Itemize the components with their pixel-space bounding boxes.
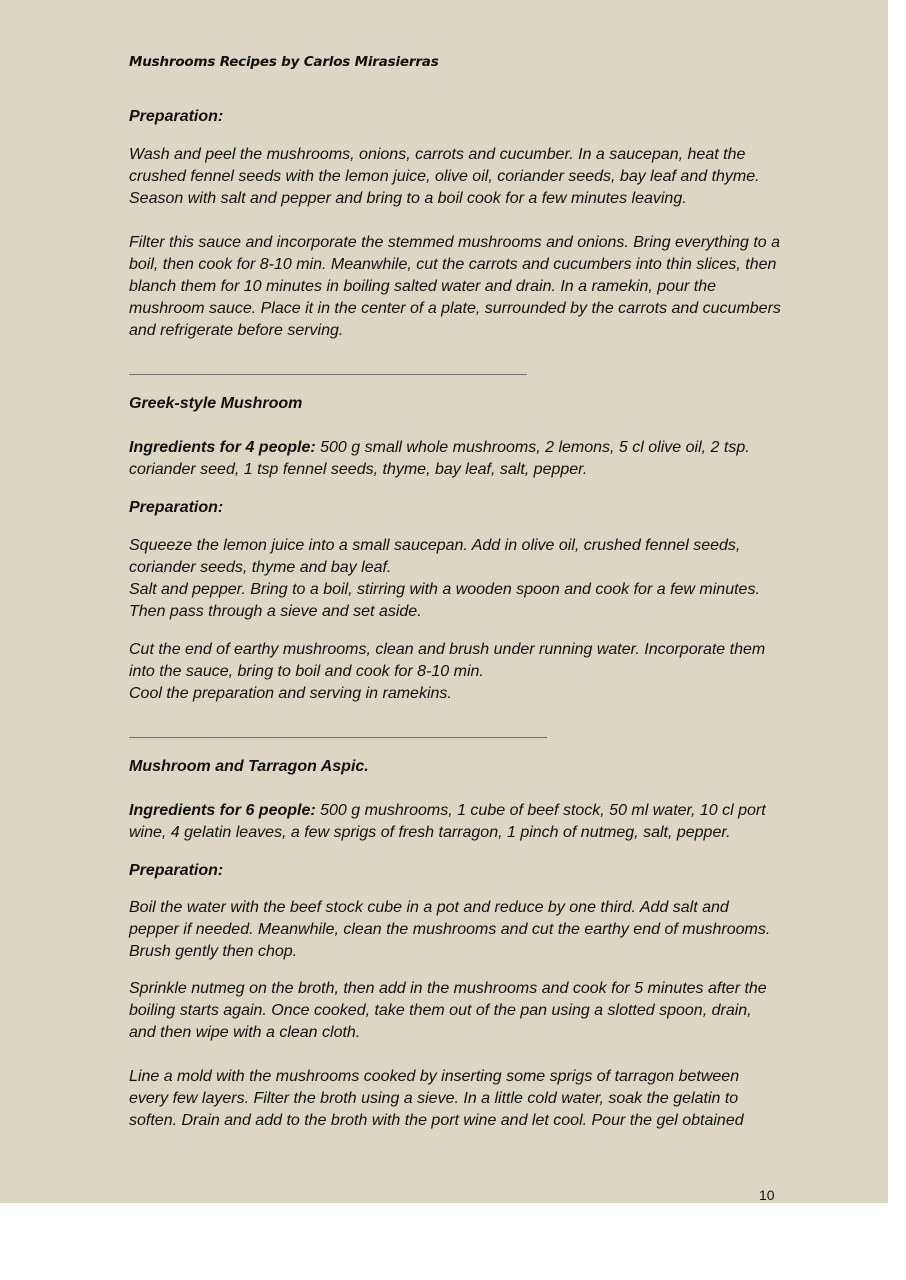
preparation-paragraph: Line a mold with the mushrooms cooked by inserting some sprigs of tarragon between every few layers. Filter the broth using a sieve. In a little cold water, soak the gelatin to soften. Drain and add to the broth with the port wine and let cool. Pour the gel obtained xyxy=(129,1068,744,1129)
ingredients-text: 500 g small whole mushrooms, 2 lemons, 5 cl olive oil, 2 tsp. coriander seed, 1 tsp fennel seeds, thyme, bay leaf, salt, pepper. xyxy=(129,439,750,478)
preparation-heading: Preparation: xyxy=(129,499,224,516)
ingredients-label: Ingredients for 4 people: xyxy=(129,439,316,456)
preparation-paragraph: Cut the end of earthy mushrooms, clean and brush under running water. Incorporate them into the sauce, bring to boil and cook for 8-10 min. xyxy=(129,641,766,680)
ingredients-paragraph xyxy=(129,800,781,844)
ingredients-label: Ingredients for 6 people: xyxy=(129,802,316,819)
page-content xyxy=(129,106,781,1132)
preparation-paragraph: Sprinkle nutmeg on the broth, then add in the mushrooms and cook for 5 minutes after the boiling starts again. Once cooked, take them out of the pan using a slotted spoon, drain, and then wipe with a clean cloth. xyxy=(129,980,767,1041)
page-number: 10 xyxy=(759,1187,775,1203)
section-divider xyxy=(129,737,547,738)
running-header: Mushrooms Recipes by Carlos Mirasierras xyxy=(129,54,439,70)
preparation-paragraph: Squeeze the lemon juice into a small saucepan. Add in olive oil, crushed fennel seeds, coriander seeds, thyme and bay leaf. xyxy=(129,537,741,576)
preparation-paragraph: Salt and pepper. Bring to a boil, stirring with a wooden spoon and cook for a few minutes. Then pass through a sieve and set aside. xyxy=(129,581,760,620)
preparation-heading: Preparation: xyxy=(129,108,224,125)
section-divider xyxy=(129,374,527,375)
ingredients-text: 500 g mushrooms, 1 cube of beef stock, 50 ml water, 10 cl port wine, 4 gelatin leaves, a few sprigs of fresh tarragon, 1 pinch of nutmeg, salt, pepper. xyxy=(129,802,766,841)
preparation-heading: Preparation: xyxy=(129,862,224,879)
preparation-paragraph: Wash and peel the mushrooms, onions, carrots and cucumber. In a saucepan, heat the crushed fennel seeds with the lemon juice, olive oil, coriander seeds, bay leaf and thyme. Season with salt and pepper and bring to a boil cook for a few minutes leaving. xyxy=(129,146,760,207)
preparation-paragraph: Boil the water with the beef stock cube in a pot and reduce by one third. Add salt and pepper if needed. Meanwhile, clean the mushrooms and cut the earthy end of mushrooms. Brush gently then chop. xyxy=(129,899,771,960)
preparation-paragraph: Filter this sauce and incorporate the stemmed mushrooms and onions. Bring everything to a boil, then cook for 8-10 min. Meanwhile, cut the carrots and cucumbers into thin slices, then blanch them for 10 minutes in boiling salted water and drain. In a ramekin, pour the mushroom sauce. Place it in the center of a plate, surrounded by the carrots and cucumbers and refrigerate before serving. xyxy=(129,234,781,339)
preparation-paragraph: Cool the preparation and serving in ramekins. xyxy=(129,685,452,702)
recipe-title: Mushroom and Tarragon Aspic. xyxy=(129,758,369,775)
recipe-title: Greek-style Mushroom xyxy=(129,395,303,412)
ingredients-paragraph xyxy=(129,437,781,481)
